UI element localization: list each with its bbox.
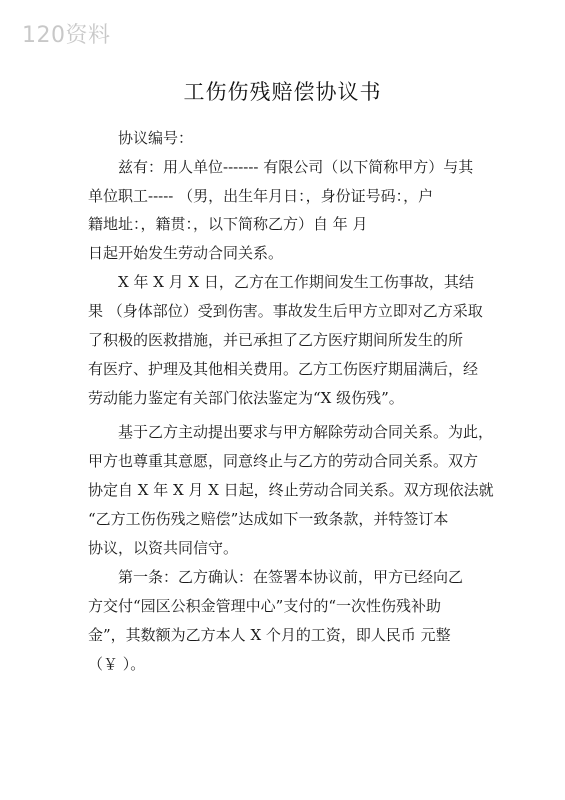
paragraph-1-line-3: 籍地址：，籍贯：，以下简称乙方）自 年 月: [88, 215, 368, 233]
paragraph-2-line-2: 果 （身体部位）受到伤害。事故发生后甲方立即对乙方采取: [88, 302, 483, 320]
watermark-logo: 120资料: [22, 23, 111, 48]
article-1-line-1: 第一条：乙方确认：在签署本协议前，甲方已经向乙: [118, 568, 464, 586]
article-1-line-4: （￥ ）。: [88, 655, 146, 673]
agreement-number-line: 协议编号：: [118, 129, 194, 147]
paragraph-2-line-3: 了积极的医救措施，并已承担了乙方医疗期间所发生的所: [88, 331, 464, 349]
article-1-line-2: 方交付“园区公积金管理中心”支付的“一次性伤残补助: [88, 597, 442, 615]
paragraph-3-line-4: “乙方工伤伤残之赔偿”达成如下一致条款，并特签订本: [88, 510, 449, 528]
paragraph-2-line-5: 劳动能力鉴定有关部门依法鉴定为“X 级伤残”。: [88, 389, 404, 407]
paragraph-3-line-2: 甲方也尊重其意愿，同意终止与乙方的劳动合同关系。双方: [88, 452, 479, 470]
paragraph-2-line-4: 有医疗、护理及其他相关费用。乙方工伤医疗期届满后，经: [88, 360, 479, 378]
document-title: 工伤伤残赔偿协议书: [183, 80, 382, 104]
paragraph-3-line-5: 协议，以资共同信守。: [88, 539, 239, 557]
paragraph-1-line-2: 单位职工----- （男，出生年月日：，身份证号码：，户: [88, 187, 434, 205]
article-1-line-3: 金”，其数额为乙方本人 X 个月的工资，即人民币 元整: [88, 626, 451, 644]
paragraph-1-line-4: 日起开始发生劳动合同关系。: [88, 244, 284, 262]
paragraph-3-line-1: 基于乙方主动提出要求与甲方解除劳动合同关系。为此，: [118, 423, 494, 441]
paragraph-1-line-1: 兹有：用人单位------- 有限公司（以下简称甲方）与其: [118, 158, 474, 176]
paragraph-2-line-1: X 年 X 月 X 日，乙方在工作期间发生工伤事故，其结: [118, 273, 474, 291]
paragraph-3-line-3: 协定自 X 年 X 月 X 日起，终止劳动合同关系。双方现依法就: [88, 481, 494, 499]
